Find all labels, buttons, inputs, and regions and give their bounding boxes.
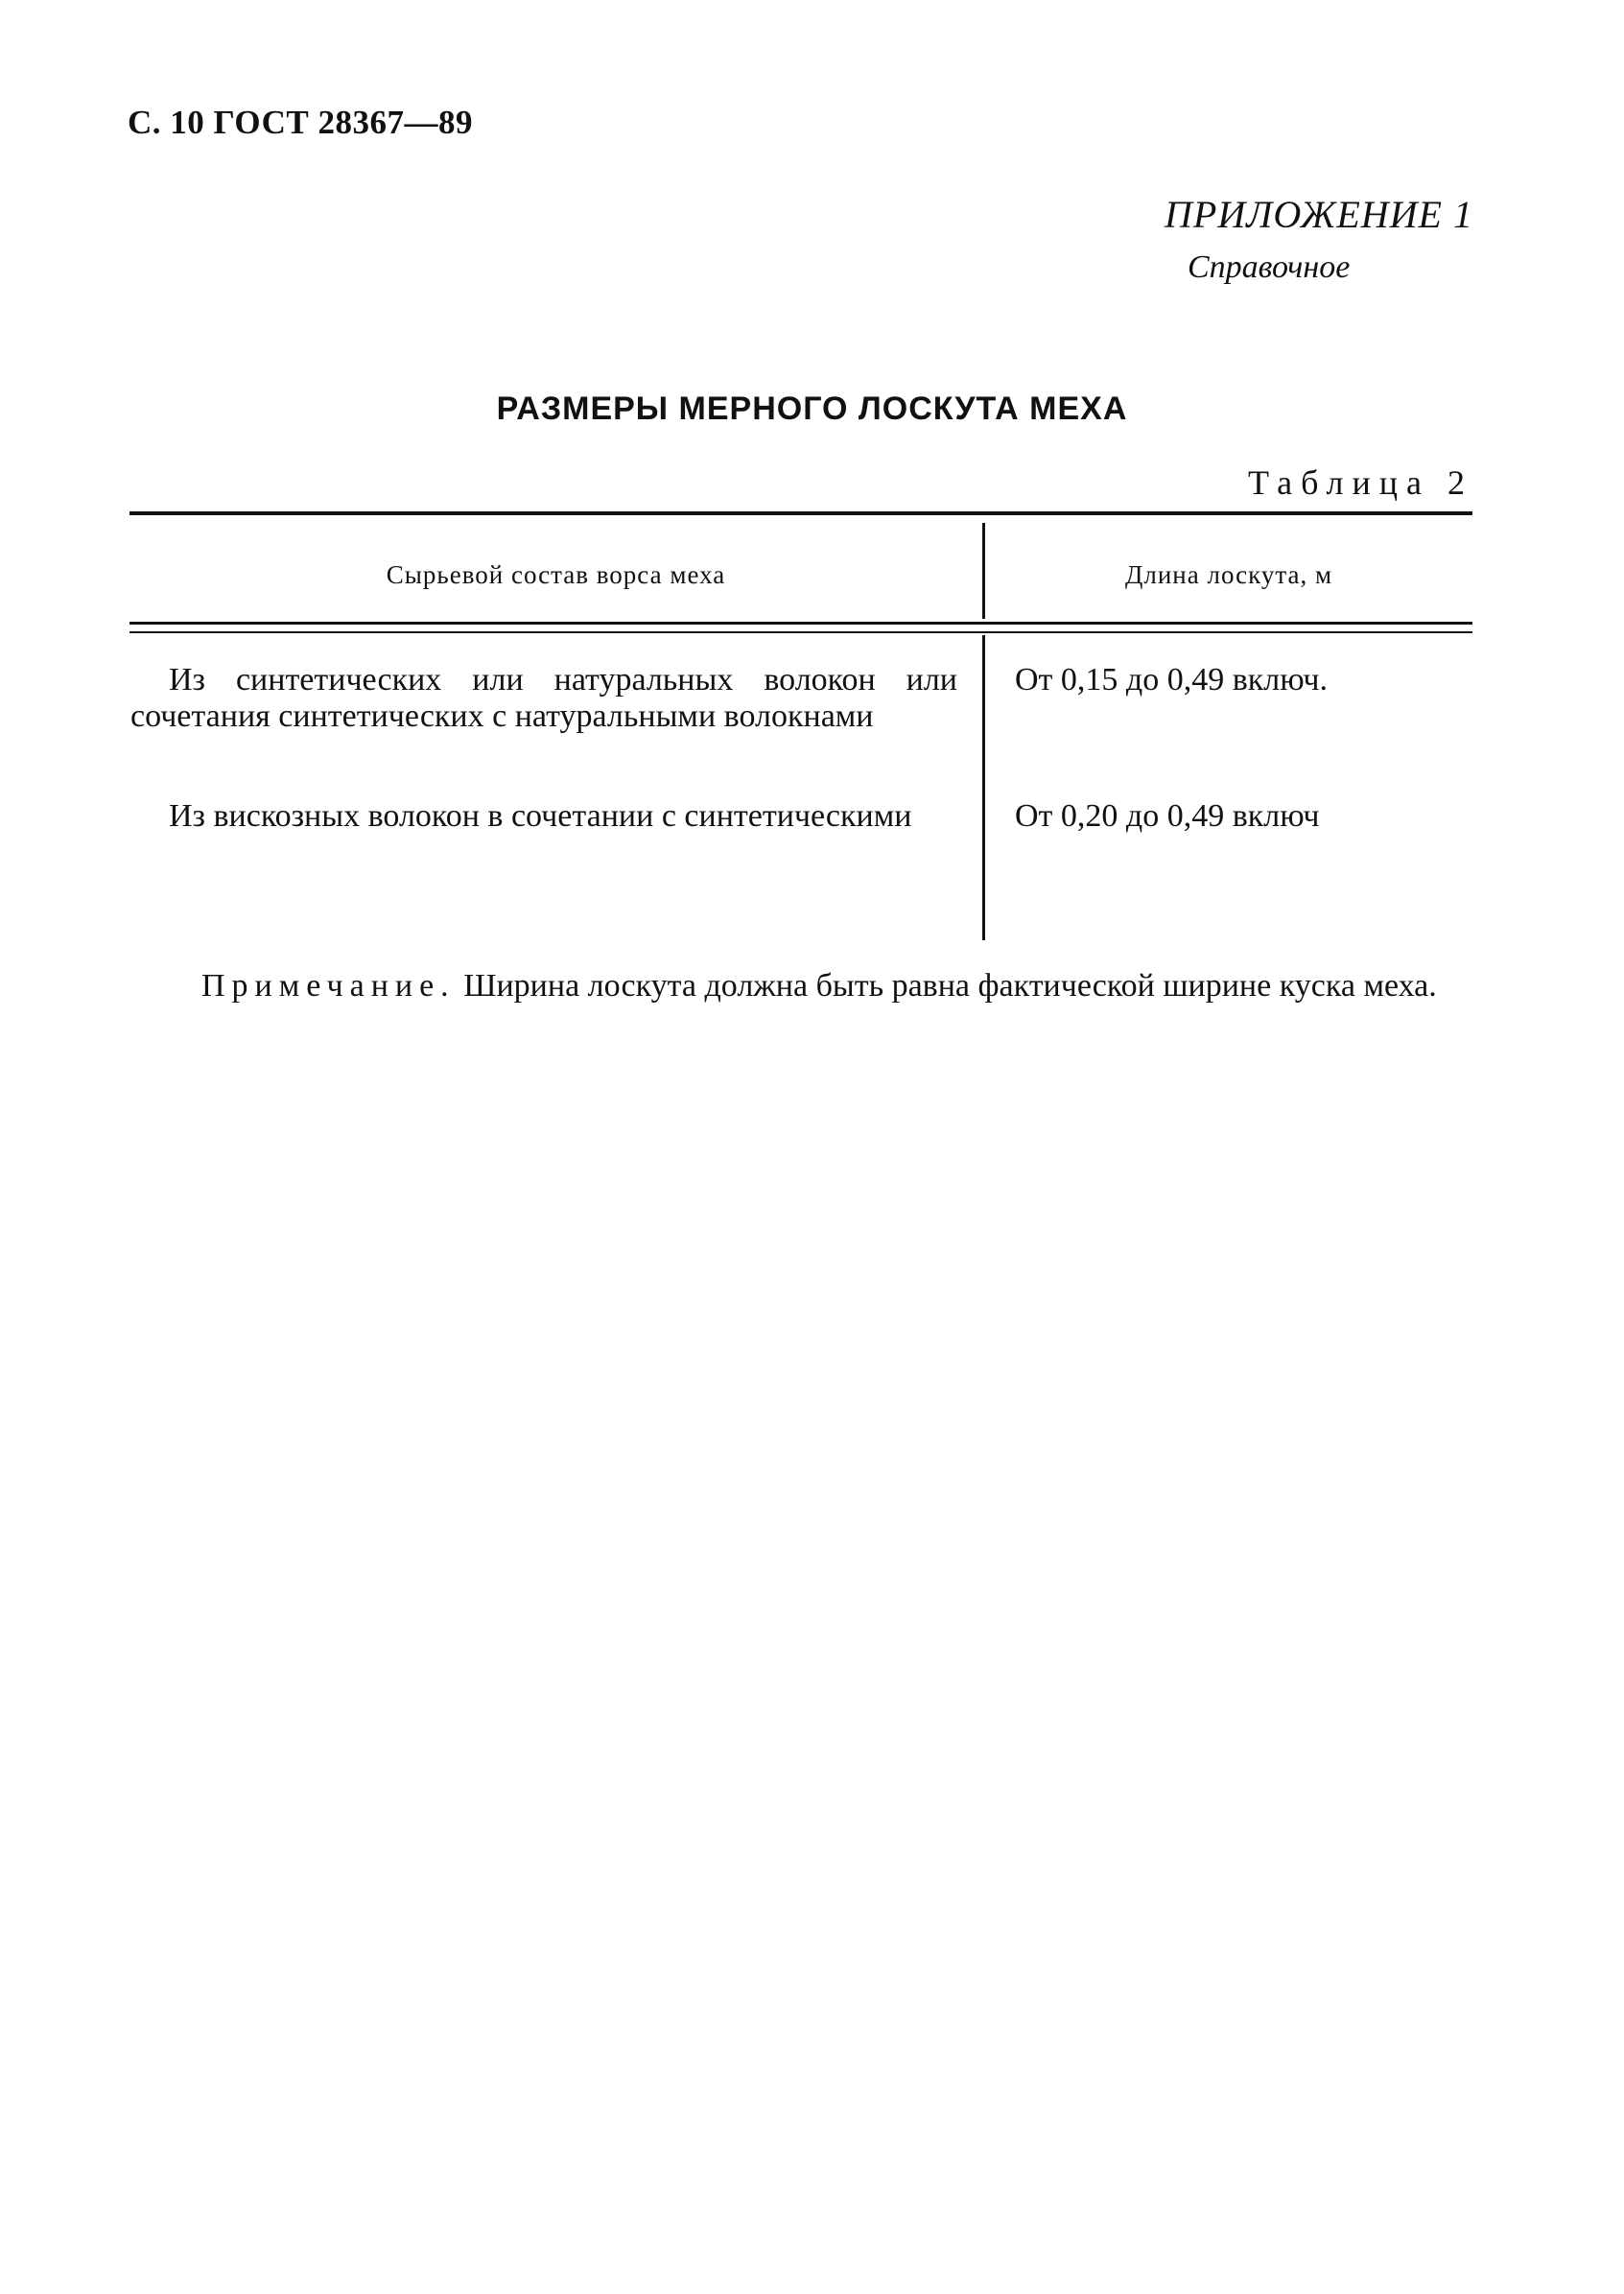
row-composition: Из вискозных волокон в сочетании с синтетическими xyxy=(169,798,912,834)
row-length: От 0,20 до 0,49 включ xyxy=(1015,798,1320,834)
table-note xyxy=(130,967,1473,1005)
document-title: РАЗМЕРЫ МЕРНОГО ЛОСКУТА МЕХА xyxy=(496,390,1128,427)
note-text: Ширина лоскута должна быть равна фактической ширине куска меха. xyxy=(463,968,1437,1004)
table-label: Таблица 2 xyxy=(1248,463,1473,502)
header-length: Длина лоскута, м xyxy=(1124,560,1333,589)
note-label: Примечание. xyxy=(201,968,456,1004)
page-header: С. 10 ГОСТ 28367—89 xyxy=(128,104,473,141)
header-rule-lower xyxy=(129,631,1472,633)
row-length: От 0,15 до 0,49 включ. xyxy=(1015,662,1328,698)
header-rule-upper xyxy=(129,622,1472,625)
body-column-divider xyxy=(982,635,985,940)
appendix-title: ПРИЛОЖЕНИЕ 1 xyxy=(1165,193,1473,236)
table-top-rule xyxy=(129,511,1472,515)
header-composition: Сырьевой состав ворса меха xyxy=(386,560,726,589)
appendix-subtitle: Справочное xyxy=(1188,249,1351,285)
row-composition: Из синтетических или натуральных волокон или сочетания синтетических с натуральными волокнами xyxy=(130,662,957,734)
